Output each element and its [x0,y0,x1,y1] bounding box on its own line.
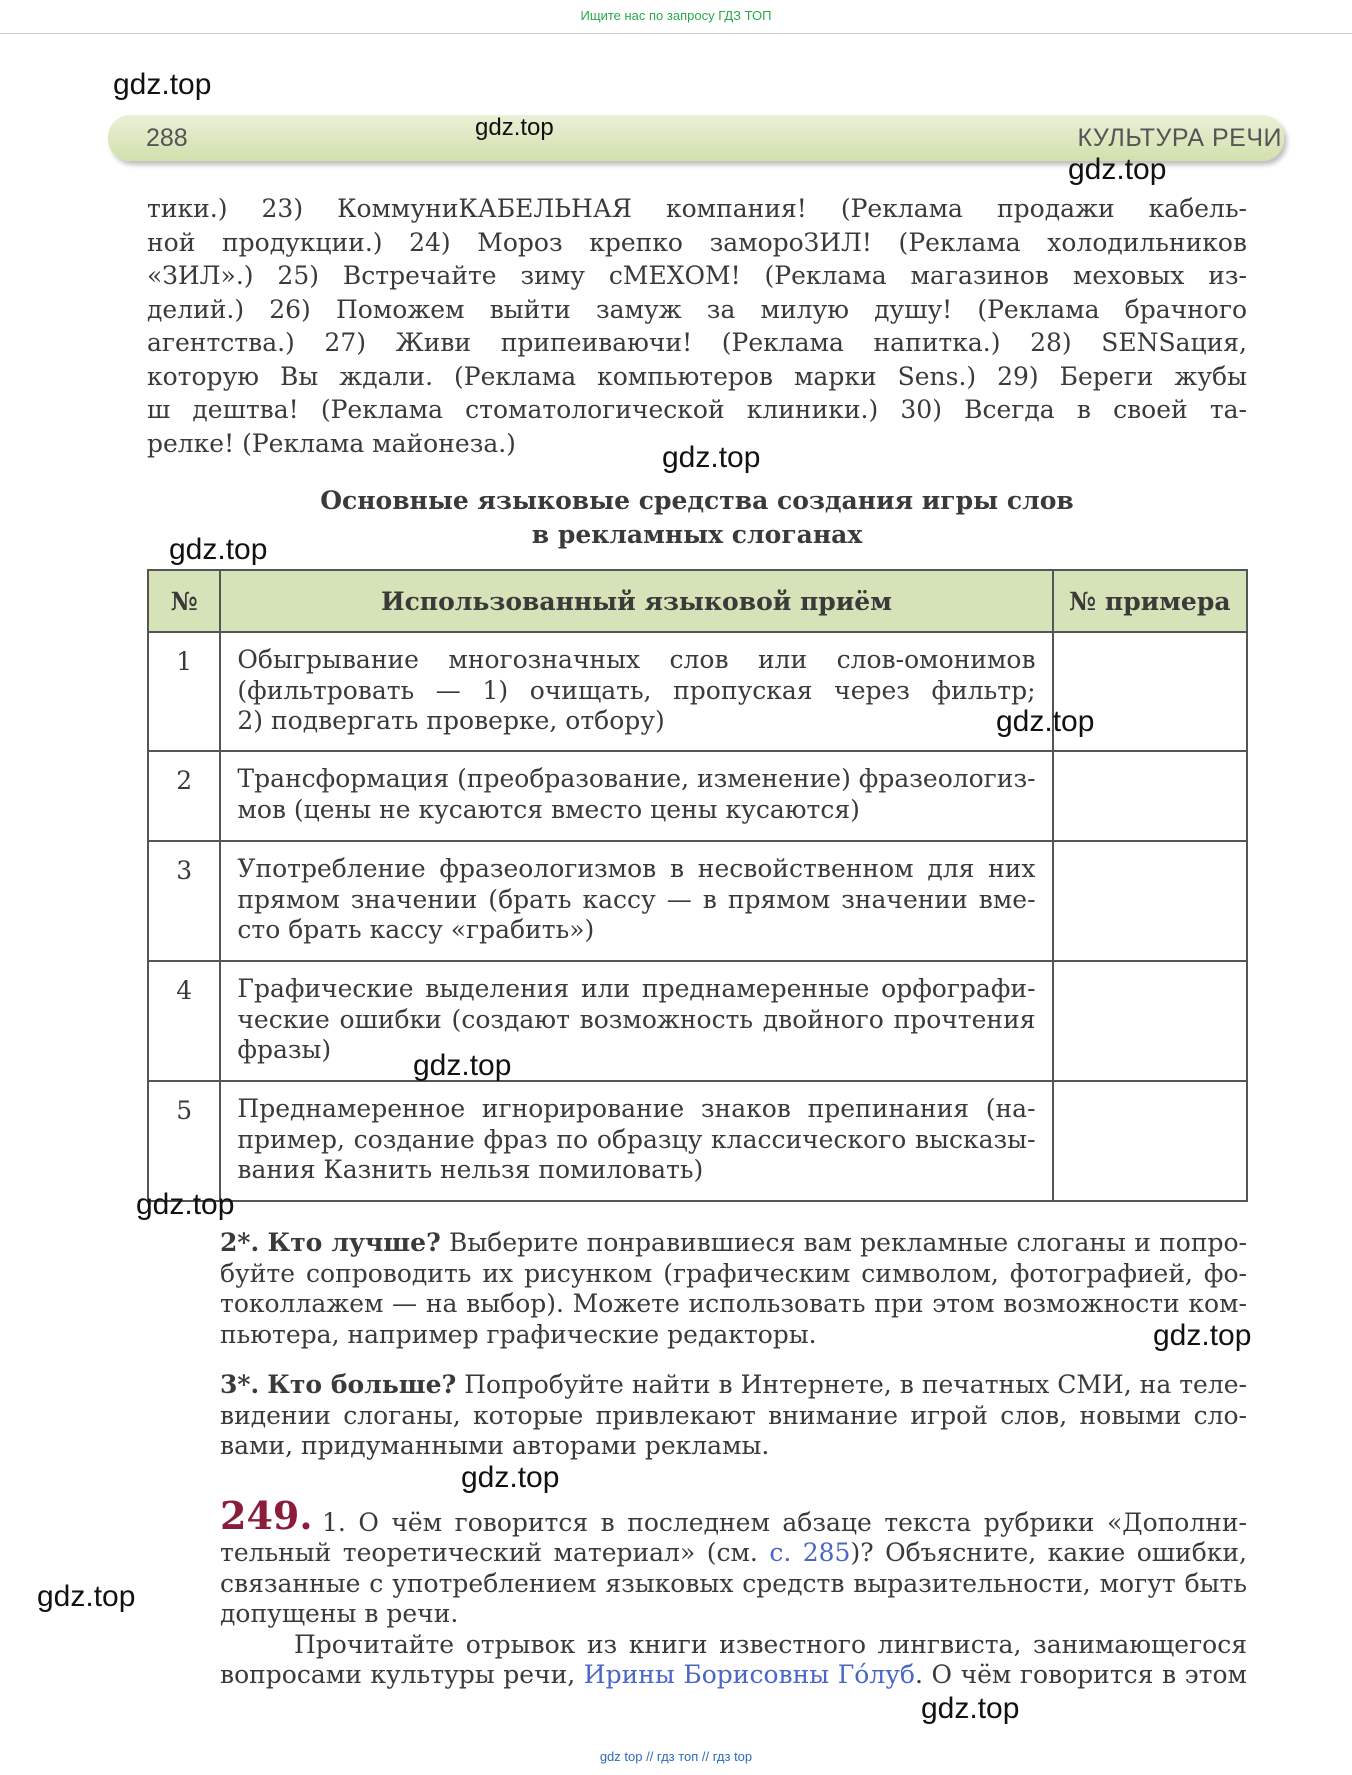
row-technique [220,1081,1052,1201]
task-line [220,1370,1247,1401]
task-line [220,1538,1247,1569]
page-number: 288 [146,124,188,152]
column-header-technique: Использованный языковой приём [220,570,1052,632]
table-title [147,484,1247,552]
task-line: пьютера, например графические редакторы. [220,1319,817,1349]
technique-line: Обыгрывание многозначных слов или слов-омонимов [237,645,1036,674]
watermark: gdz.top [996,705,1095,738]
author-name-link[interactable]: Ирины Борисовны Го́луб [583,1660,915,1689]
table-row [148,751,1247,841]
watermark: gdz.top [169,533,268,566]
table-title-line: Основные языковые средства создания игры слов [320,486,1074,515]
task-text: )? Объясните, какие ошибки, [850,1538,1247,1567]
column-header-number: № [148,570,220,632]
row-number: 5 [148,1081,220,1201]
watermark: gdz.top [1068,153,1167,186]
task-title: Кто лучше? [267,1228,441,1257]
watermark: gdz.top [1153,1319,1252,1352]
table-row [148,1081,1247,1201]
watermark: gdz.top [37,1580,136,1613]
task-text: Попробуйте найти в Интернете, в печатных СМИ, на теле- [464,1370,1247,1399]
task-text: Выберите понравившиеся вам рекламные слоганы и попро- [449,1228,1247,1257]
intro-line: делий.) 26) Поможем выйти замуж за милую душу! (Реклама брачного [147,294,1247,324]
intro-line: которую Вы ждали. (Реклама компьютеров марки Sens.) 29) Береги жубы [147,361,1247,391]
top-banner [0,0,1352,34]
task-249 [220,1538,1247,1691]
row-number: 3 [148,841,220,961]
intro-line: релке! (Реклама майонеза.) [147,428,516,458]
table-row [148,961,1247,1081]
watermark: gdz.top [461,1461,560,1494]
page-reference-link[interactable]: с. 285 [769,1538,851,1567]
technique-line: мов (цены не кусаются вместо цены кусаются) [237,794,860,824]
table-header-row [148,570,1247,632]
technique-line: пример, создание фраз по образцу классического высказы- [237,1124,1036,1154]
task-line: связанные с употреблением языковых средств выразительности, могут быть [220,1568,1247,1598]
technique-line: ческие ошибки (создают возможность двойного прочтения [237,1004,1036,1034]
intro-paragraph [147,192,1247,460]
task-line: буйте сопроводить их рисунком (графическим символом, фотографией, фо- [220,1258,1247,1288]
technique-line: прямом значении (брать кассу — в прямом значении вме- [237,884,1036,914]
row-example [1053,751,1247,841]
technique-line: Употребление фразеологизмов в несвойственном для них [237,854,1036,883]
row-example [1053,841,1247,961]
technique-line: фразы) [237,1035,332,1064]
watermark: gdz.top [475,114,554,141]
intro-line: ной продукции.) 24) Мороз крепко замороЗИЛ! (Реклама холодильников [147,227,1247,257]
row-number: 2 [148,751,220,841]
watermark: gdz.top [136,1188,235,1221]
task-line: Прочитайте отрывок из книги известного лингвиста, занимающегося [294,1629,1247,1659]
table-title-line: в рекламных слоганах [531,520,863,549]
task-line [220,1660,1247,1691]
row-number: 1 [148,632,220,751]
technique-line: Преднамеренное игнорирование знаков препинания (на- [237,1094,1036,1123]
technique-line: сто брать кассу «грабить») [237,915,595,944]
technique-line: Графические выделения или преднамеренные орфографи- [237,974,1036,1003]
technique-line: 2) подвергать проверке, отбору) [237,706,665,735]
task-prefix: 2*. [220,1228,260,1257]
row-technique [220,841,1052,961]
column-header-example: № примера [1053,570,1247,632]
task-title: Кто больше? [267,1370,457,1399]
task-249-number: 249. [220,1493,313,1538]
table-row [148,841,1247,961]
task-line: токоллажем — на выбор). Можете использовать при этом возможности ком- [220,1289,1247,1318]
row-technique [220,961,1052,1081]
row-example [1053,961,1247,1081]
intro-line: ш дештва! (Реклама стоматологической клиники.) 30) Всегда в своей та- [147,395,1247,424]
task-text: вопросами культуры речи, [220,1660,584,1689]
watermark: gdz.top [921,1692,1020,1725]
intro-line: тики.) 23) КоммуниКАБЕЛЬНАЯ компания! (Реклама продажи кабель- [147,194,1247,223]
technique-line: Трансформация (преобразование, изменение) фразеологиз- [237,764,1036,793]
task-line: допущены в речи. [220,1599,459,1628]
task-text: тельный теоретический материал» (см. [220,1538,770,1567]
task-2 [220,1228,1247,1350]
task-line: вами, придуманными авторами рекламы. [220,1431,770,1460]
task-line: 1. О чём говорится в последнем абзаце текста рубрики «Дополни- [322,1508,1247,1537]
top-banner-text: Ищите нас по запросу ГДЗ ТОП [580,8,772,23]
row-example [1053,1081,1247,1201]
row-technique [220,751,1052,841]
watermark: gdz.top [662,441,761,474]
techniques-table [147,569,1248,1202]
row-number: 4 [148,961,220,1081]
task-text: . О чём говорится в этом [914,1660,1247,1689]
intro-line: агентства.) 27) Живи припеиваючи! (Реклама напитка.) 28) SENSация, [147,328,1247,357]
task-249-first-line [322,1508,1247,1539]
task-prefix: 3*. [220,1370,260,1399]
task-line [220,1228,1247,1259]
intro-line: «ЗИЛ».) 25) Встречайте зиму сМЕХОМ! (Реклама магазинов меховых из- [147,261,1247,290]
technique-line: вания Казнить нельзя помиловать) [237,1155,704,1184]
row-technique [220,632,1052,751]
watermark: gdz.top [413,1049,512,1082]
watermark: gdz.top [113,68,212,101]
section-title: КУЛЬТУРА РЕЧИ [1077,124,1282,152]
task-line: видении слоганы, которые привлекают внимание игрой слов, новыми сло- [220,1400,1247,1430]
bottom-links[interactable]: gdz top // гдз топ // гдз top [599,1749,753,1764]
technique-line: (фильтровать — 1) очищать, пропуская через фильтр; [237,675,1036,705]
task-3 [220,1370,1247,1462]
